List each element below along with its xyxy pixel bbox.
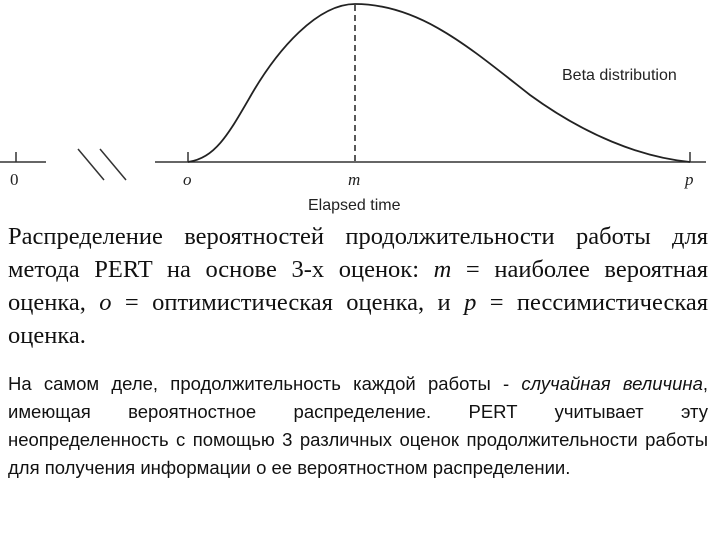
caption-text: = наиболее вероятная оценка, [8, 256, 708, 316]
tick-p-label: p [685, 170, 694, 189]
tick-zero-label: 0 [10, 170, 19, 189]
body-emphasis: случайная величина [521, 373, 703, 394]
caption-o: o [99, 289, 112, 316]
explanation-paragraph [8, 370, 708, 482]
tick-o-label: o [183, 170, 192, 189]
caption-text: Распределение вероятностей продолжительности работы для метода PERT на основе 3-х оценок: [8, 223, 708, 283]
caption-text: = пессимистическая оценка. [8, 289, 709, 349]
caption-p: p [464, 289, 477, 316]
diagram-caption [8, 220, 708, 352]
beta-distribution-label: Beta distribution [562, 67, 677, 84]
tick-m-label: m [348, 170, 361, 189]
caption-text: = оптимистическая оценка, и [111, 289, 465, 316]
axis-break-mark [78, 149, 104, 180]
beta-distribution-diagram [0, 0, 720, 222]
body-text: , имеющая вероятностное распределение. PERT учитывает эту неопределенность с помощью 3 различных оценок продолжительности работы для получения информации о ее вероятностном распределении. [8, 373, 709, 478]
caption-m: m [433, 256, 452, 283]
axis-break-mark [100, 149, 126, 180]
body-text: На самом деле, продолжительность каждой работы - [8, 373, 522, 394]
elapsed-time-label: Elapsed time [308, 197, 401, 214]
